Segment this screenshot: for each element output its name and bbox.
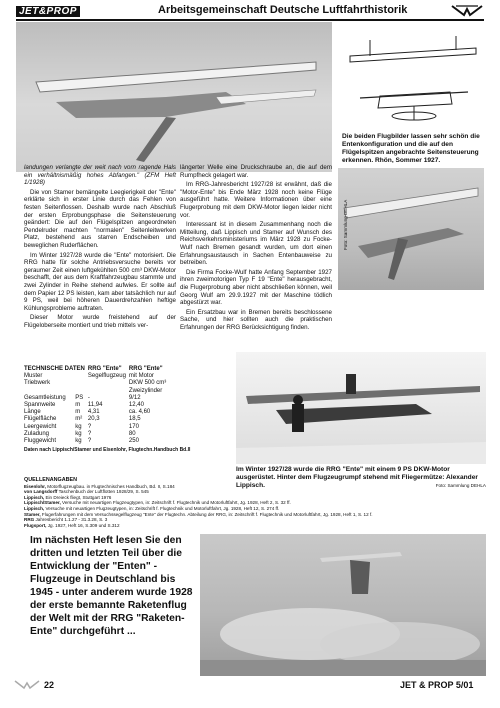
row-label: Gesamtleistung: [24, 394, 66, 401]
row-unit: [75, 380, 88, 387]
row-label: Leergewicht: [24, 423, 57, 430]
row-value: 18,5: [128, 416, 141, 423]
row-label: Länge: [24, 409, 41, 416]
row-label: Flügelfläche: [24, 416, 57, 423]
row-unit: m: [75, 409, 81, 416]
row-value: 170: [128, 423, 139, 430]
body-paragraph: Ein Ersatzbau war in Bremen bereits beschlossene Sache, und hier sollten auch die praktischen Erfahrungen der RRG Berücksichtigung finden.: [180, 308, 332, 331]
row-label: Muster: [24, 373, 43, 380]
magazine-issue: JET & PROP 5/01: [400, 680, 474, 690]
source-item: Lippisch, Ein Dreieck fliegt, Stuttgart 1976: [24, 494, 112, 500]
table-header-row: [24, 366, 169, 373]
footer-emblem-icon: [14, 680, 40, 690]
winter-caption-text: Im Winter 1927/28 wurde die RRG "Ente" mit einem 9 PS DKW-Motor ausgerüstet. Hinter dem Flugzeugrumpf stehend mit Fliegermütze: Alexander Lippisch.: [236, 466, 478, 489]
row-value: 4,31: [87, 409, 100, 416]
row-value: mit Motor: [128, 373, 154, 380]
sources-title: QUELLENANGABEN: [24, 477, 78, 483]
row-value: [88, 380, 129, 387]
body-paragraph: Dieser Motor wurde freistehend auf der Flügeloberseite montiert und trieb mittels ver-: [24, 314, 176, 329]
row-value: 250: [128, 438, 139, 445]
row-unit: PS: [75, 394, 84, 401]
table-row: [24, 395, 169, 402]
body-paragraph: längerter Welle eine Druckschraube an, die auf dem Rumpfheck gelagert war.: [180, 164, 332, 179]
row-value: ?: [87, 438, 92, 445]
row-unit: m: [75, 402, 81, 409]
photo-credit-vertical: Foto: Sammlung DEHLA: [343, 199, 348, 250]
body-paragraph: Die von Stamer bemängelte Leegierigkeit der "Ente" erklärte sich in erster Linie durch das Fehlen von festen Seitenflossen. Deshalb wurde nach Abschluß der ersten Erprobungsphase die Seitensteuerung geändert: Die auf den Flügelspitzen angeordneten Pendelruder machten "normalen" Seitenleitwerken Platz, bestehend aus starren Endscheiben und beweglichen Ruderflächen.: [24, 188, 176, 249]
row-value: ?: [87, 423, 92, 430]
body-paragraph: Interessant ist in diesem Zusammenhang noch die Mitteilung, daß Lippisch und Stamer auf Wunsch des Reichsverkehrsministeriums im März 1928 zu Focke-Wulf nach Bremen gesandt wurden, um dort einen Erfahrungsaustausch in Sachen Entenbauweise zu betreiben.: [180, 221, 332, 267]
source-item: von Langsdorff Taschenbuch der Luftflotten 1928/29, S. 545: [24, 489, 149, 495]
body-paragraph: Die Firma Focke-Wulf hatte Anfang September 1927 ihren zweimotorigen Typ F 19 "Ente" herausgebracht, die Flugerprobung aber nicht abschließen können, weil Georg Wulf am 29.9.1927 mit der Maschine tödlich abgestürzt war.: [180, 268, 332, 307]
row-unit: [75, 388, 88, 395]
winter-motor-ente-photo: [236, 352, 486, 464]
row-unit: kg: [75, 430, 82, 437]
source-item: Lippisch, Versuche mit neuartigen Flugzeugtypen, in: Zeitschrift f. Flugtechnik und Motorluftfahrt, Jg. 1928, Heft 12, S. 274 ff.: [24, 505, 280, 511]
left-column-text: [24, 164, 176, 331]
rocket-ente-photo: [200, 534, 486, 676]
row-unit: [75, 373, 88, 380]
row-label: [24, 388, 75, 395]
row-value: -: [87, 394, 90, 401]
page-number: 22: [44, 680, 55, 690]
header-rule: [16, 19, 484, 21]
row-value: 11,94: [87, 402, 103, 409]
body-paragraph: Im Winter 1927/28 wurde die "Ente" motorisiert. Die RRG hatte für solche Antriebsversuche bereits vor geraumer Zeit einen luftgekühlten 500 cm³ DKW-Motor beschafft, der aus dem Kraftfahrzeugbau stammte und zwei Zylinder in Reihe stehend aufwies. Er sollte auf dem Papier 12 PS leisten, kam aber tatsächlich nur auf 9 PS, weil bei höheren Dauerdrehzahlen heftige Kühlungsprobleme auftraten.: [24, 251, 176, 312]
tech-data-table: [24, 366, 169, 445]
table-row: [24, 424, 169, 431]
sources-block: [24, 478, 486, 528]
table-row: [24, 416, 169, 423]
body-paragraph: Im RRG-Jahresbericht 1927/28 ist erwähnt, daß die "Motor-Ente" bis Ende März 1928 noch keine Flüge ausgeführt hatte. Weitere Informationen über eine Flugerprobung mit dem DKW-Motor liegen leider nicht vor.: [180, 181, 332, 219]
source-item: Lippisch/Stamer, Versuche mit neuartigen Flugzeugtypen, in: Zeitschrift f. Flugtechnik und Motorluftfahrt, Jg. 1928, Heft 2, S. 32 ff.: [24, 500, 291, 506]
next-issue-teaser: Im nächsten Heft lesen Sie den dritten und letzten Teil über die Entwicklung der "Enten" - Flugzeuge in Deutschland bis 1945 - unter anderem wurde 1928 der erste bemannte Raketenflug der Welt mit der RRG "Raketen-Ente" durchgeführt ...: [30, 535, 193, 637]
source-item: Eisenlohr, Motorflugzeugbau. in Flugtechnisches Handbuch, Bd. II, S.184: [24, 483, 175, 489]
glider-flight-photo: [16, 22, 332, 172]
tech-data-box: [24, 366, 234, 453]
adl-emblem-icon: [450, 4, 484, 18]
row-value: [88, 388, 129, 395]
row-value: 9/12: [128, 394, 141, 401]
row-unit: kg: [75, 438, 82, 445]
row-value: Zweizylinder: [128, 387, 163, 394]
magazine-logo: JET&PROP: [16, 6, 80, 17]
row-value: Segelflugzeug: [87, 373, 126, 380]
row-value: ?: [87, 430, 92, 437]
row-value: 12,40: [128, 402, 144, 409]
table-row: [24, 409, 169, 416]
table-row: [24, 373, 169, 380]
source-item: Stamer, Flugerfahrungen mit dem Versuchssegelflugzeug "Ente" der Flugtechn. Abteilung der RRG, in: Zeitschrift f. Flugtechnik und Motorluftfahrt, Jg. 1928, Heft 1, S. 12 f.: [24, 511, 373, 517]
tech-data-title: TECHNISCHE DATEN: [24, 366, 85, 372]
table-row: [24, 388, 169, 395]
winter-photo-credit: Foto: Sammlung DEHLA: [435, 483, 486, 488]
column-header: RRG "Ente": [128, 366, 163, 372]
table-row: [24, 380, 169, 387]
row-value: 20,3: [87, 416, 100, 423]
middle-column-text: [180, 164, 332, 333]
row-value: 80: [128, 430, 136, 437]
row-label: Spannweite: [24, 402, 56, 409]
top-photo-caption: Die beiden Flugbilder lassen sehr schön die Entenkonfiguration und die auf den Flügelspitzen angebrachte Seitensteuerung erkennen. Rhön, Sommer 1927.: [342, 133, 480, 164]
ente-plan-sketch: [340, 26, 486, 130]
table-row: [24, 438, 169, 445]
quote-paragraph: landungen verlangte der weit nach vorn ragende Hals ein verhältnismäßig hohes Abfangen." (ZFM Heft 1/1928): [24, 164, 176, 187]
tech-data-note: Daten nach Lippisch/Stamer und Eisenlohr, Flugtechn.Handbuch Bd.II: [24, 447, 191, 454]
page-header-title: Arbeitsgemeinschaft Deutsche Luftfahrthistorik: [158, 4, 408, 16]
row-unit: m²: [75, 416, 83, 423]
row-label: Fluggewicht: [24, 438, 57, 445]
source-item: Flugsport, Jg. 1927, Heft 16, S.309 und S.312: [24, 522, 120, 528]
row-value: DKW 500 cm³: [128, 380, 167, 387]
table-row: [24, 402, 169, 409]
row-value: ca. 4,60: [128, 409, 151, 416]
row-unit: kg: [75, 423, 82, 430]
column-header: RRG "Ente": [87, 366, 122, 372]
row-label: Triebwerk: [24, 380, 51, 387]
row-label: Zuladung: [24, 430, 50, 437]
source-item: RRG Jahresbericht 1.1.27 - 31.3.28, S. 3: [24, 517, 108, 523]
glider-ground-photo: [338, 168, 484, 290]
table-row: [24, 431, 169, 438]
